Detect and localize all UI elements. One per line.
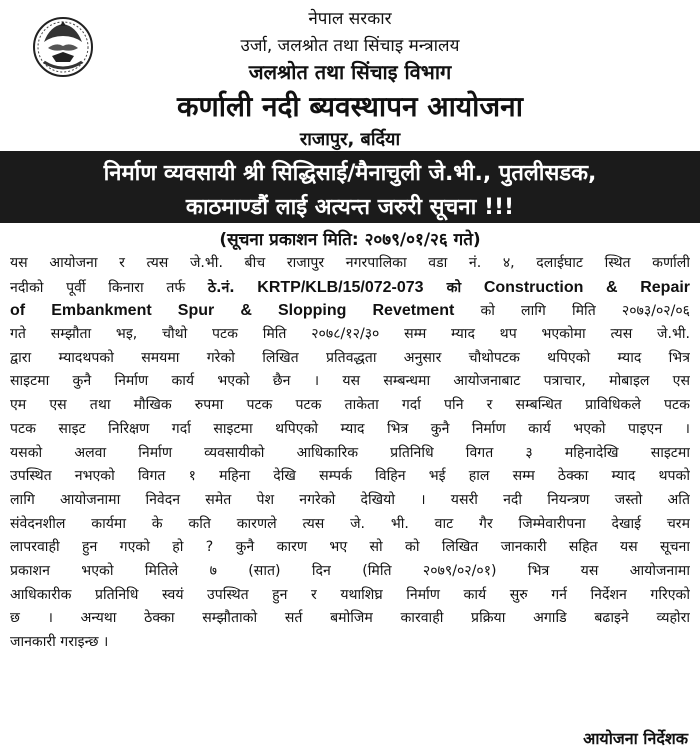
body-line: यस आयोजना र त्यस जे.भी. बीच राजापुर नगरपालिका वडा नं. ४, दलाईघाट स्थित कर्णाली xyxy=(10,255,690,271)
body-line xyxy=(10,299,690,323)
banner-line-2: काठमाण्डौं लाई अत्यन्त जरुरी सूचना !!! xyxy=(185,195,515,220)
body-text: को लागि मिति २०७३/०२/०६ xyxy=(454,303,690,320)
government-name: नेपाल सरकार xyxy=(308,9,392,29)
body-line: संवेदनशील कार्यमा के कति कारणले त्यस जे. भी. वाट गैर जिम्मेवारीपना देखाई चरम xyxy=(10,515,690,532)
body-line: छ । अन्यथा ठेक्का सम्झौताको सर्त बमोजिम कारवाही प्रक्रिया अगाडि बढाइने व्यहोरा xyxy=(10,610,690,627)
notice-banner xyxy=(0,151,700,223)
body-line: आधिकारीक प्रतिनिधि स्वयं उपस्थित हुन र यथाशिघ्र निर्माण कार्य सुरु गर्न निर्देशन गरिएको xyxy=(10,586,690,603)
body-line: एम एस तथा मौखिक रुपमा पटक पटक ताकेता गर्दा पनि र सम्बन्धित प्राविधिकले पटक xyxy=(10,397,690,414)
body-line: प्रकाशन भएको मितिले ७ (सात) दिन (मिति २०७९/०२/०१) भित्र यस आयोजनामा xyxy=(10,562,690,579)
contract-title-part: of Embankment Spur & Slopping Revetment xyxy=(10,302,455,320)
contract-title-part: Construction & Repair xyxy=(461,278,690,296)
body-line: जानकारी गराइन्छ । xyxy=(10,634,109,650)
body-line: उपस्थित नभएको विगत १ महिना देखि सम्पर्क विहिन भई हाल सम्म ठेक्का म्याद थपको xyxy=(10,468,690,485)
body-line: साइटमा कुनै निर्माण कार्य भएको छैन । यस सम्बन्धमा आयोजनाबाट पत्राचार, मोबाइल एस xyxy=(10,373,690,390)
body-text: नदीको पूर्वी किनारा तर्फ xyxy=(10,279,208,296)
body-line: द्वारा म्यादथपको समयमा गरेको लिखित प्रतिवद्धता अनुसार चौथोपटक थपिएको म्याद भित्र xyxy=(10,349,690,366)
banner-line-1: निर्माण व्यवसायी श्री सिद्धिसाई/मैनाचुली जे.भी., पुतलीसडक, xyxy=(103,161,597,186)
body-line: लापरवाही हुन गएको हो ? कुनै कारण भए सो को लिखित जानकारी सहित यस सूचना xyxy=(10,539,690,556)
department-name: जलश्रोत तथा सिंचाइ विभाग xyxy=(248,60,452,84)
body-line: पटक साइट निरिक्षण गर्दा साइटमा थपिएको म्याद भित्र कुनै निर्माण कार्य भएको पाइएन । xyxy=(10,420,690,437)
body-text: को xyxy=(423,279,462,296)
project-location: राजापुर, बर्दिया xyxy=(299,129,401,150)
contract-number: KRTP/KLB/15/072-073 xyxy=(234,278,424,296)
body-line: लागि आयोजनामा निवेदन समेत पेश नगरेको देखियो । यसरी नदी नियन्त्रण जस्तो अति xyxy=(10,491,690,508)
body-line: गते सम्झौता भइ, चौथो पटक मिति २०७८/१२/३० सम्म म्याद थप भएकोमा त्यस जे.भी. xyxy=(10,326,690,343)
notice-body xyxy=(10,252,690,655)
ministry-name: उर्जा, जलश्रोत तथा सिंचाइ मन्त्रालय xyxy=(240,36,460,56)
body-line xyxy=(10,276,690,300)
body-line: यसको अलवा निर्माण व्यवसायीको आधिकारिक प्रतिनिधि विगत ३ महिनादेखि साइटमा xyxy=(10,444,690,461)
contract-no-label: ठे.नं. xyxy=(207,279,235,296)
signature-title: आयोजना निर्देशक xyxy=(583,729,688,748)
publication-date: (सूचना प्रकाशन मिति: २०७९/०१/२६ गते) xyxy=(219,230,481,250)
project-name: कर्णाली नदी ब्यवस्थापन आयोजना xyxy=(177,90,523,123)
